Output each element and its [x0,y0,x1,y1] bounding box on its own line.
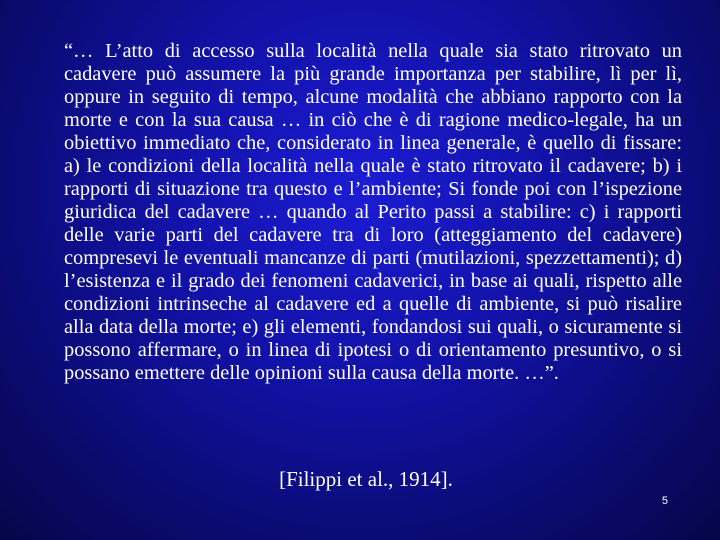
quote-text: “… L’atto di accesso sulla località nella quale sia stato ritrovato un cadavere può assumere la più grande importanza per stabilire, lì per lì, oppure in seguito di tempo, alcune modalità che abbiano rapporto con la morte e con la sua causa … in ciò che è di ragione medico-legale, ha un obiettivo immediato che, considerato in linea generale, è quello di fissare: a) le condizioni della località nella quale è stato ritrovato il cadavere; b) i rapporti di situazione tra questo e l’ambiente; Si fonde poi con l’ispezione giuridica del cadavere … quando al Perito passi a stabilire: c) i rapporti delle varie parti del cadavere tra di loro (atteggiamento del cadavere) compresevi le eventuali mancanze di parti (mutilazioni, spezzettamenti); d) l’esistenza e il grado dei fenomeni cadaverici, in base ai quali, rispetto alle condizioni intrinseche al cadavere ed a quelle di ambiente, si può risalire alla data della morte; e) gli elementi, fondandosi sui quali, o sicuramente si possono affermare, o in linea di ipotesi o di orientamento presuntivo, o si possano emettere delle opinioni sulla causa della morte. …”. [64,40,682,384]
page-number: 5 [661,495,668,507]
citation: [Filippi et al., 1914]. [279,467,453,491]
